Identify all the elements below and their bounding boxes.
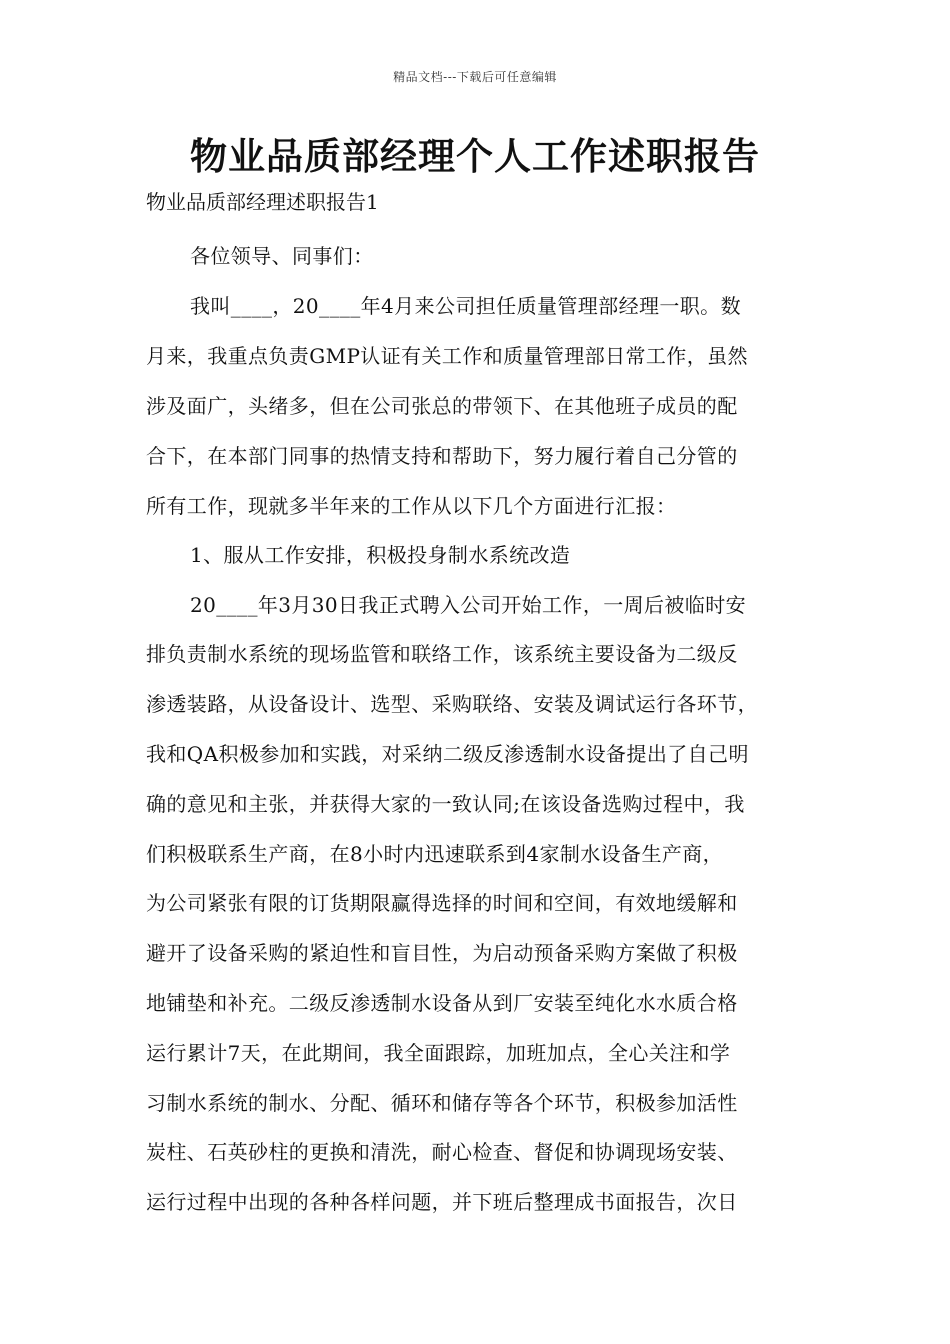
header-note: 精品文档---下载后可任意编辑 — [393, 70, 557, 84]
body-line: 20____年3月30日我正式聘入公司开始工作，一周后被临时安 — [190, 593, 747, 617]
document-title: 物业品质部经理个人工作述职报告 — [190, 134, 760, 178]
body-line: 我叫____，20____年4月来公司担任质量管理部经理一职。数 — [190, 294, 741, 318]
body-line: 合下，在本部门同事的热情支持和帮助下，努力履行着自己分管的 — [146, 444, 738, 468]
body-line: 避开了设备采购的紧迫性和盲目性，为启动预备采购方案做了积极 — [146, 941, 738, 965]
document-subtitle: 物业品质部经理述职报告1 — [146, 190, 379, 214]
body-line: 运行过程中出现的各种各样问题，并下班后整理成书面报告，次日 — [146, 1190, 738, 1214]
body-line: 确的意见和主张，并获得大家的一致认同;在该设备选购过程中，我 — [146, 792, 745, 816]
body-line: 涉及面广，头绪多，但在公司张总的带领下、在其他班子成员的配 — [146, 394, 738, 418]
greeting-line: 各位领导、同事们： — [190, 244, 374, 268]
body-line: 为公司紧张有限的订货期限赢得选择的时间和空间，有效地缓解和 — [146, 891, 738, 915]
body-line: 渗透装路，从设备设计、选型、采购联络、安装及调试运行各环节， — [146, 692, 758, 716]
body-line: 所有工作，现就多半年来的工作从以下几个方面进行汇报： — [146, 494, 677, 518]
body-line: 们积极联系生产商，在8小时内迅速联系到4家制水设备生产商， — [146, 842, 724, 866]
body-line: 炭柱、石英砂柱的更换和清洗，耐心检查、督促和协调现场安装、 — [146, 1140, 738, 1164]
section-heading: 1、服从工作安排，积极投身制水系统改造 — [190, 543, 571, 567]
body-line: 习制水系统的制水、分配、循环和储存等各个环节，积极参加活性 — [146, 1091, 738, 1115]
body-line: 地铺垫和补充。二级反渗透制水设备从到厂安装至纯化水水质合格 — [146, 991, 738, 1015]
body-line: 月来，我重点负责GMP认证有关工作和质量管理部日常工作，虽然 — [146, 344, 748, 368]
body-line: 排负责制水系统的现场监管和联络工作，该系统主要设备为二级反 — [146, 642, 738, 666]
body-line: 运行累计7天，在此期间，我全面跟踪，加班加点，全心关注和学 — [146, 1041, 731, 1065]
body-line: 我和QA积极参加和实践，对采纳二级反渗透制水设备提出了自己明 — [146, 742, 749, 766]
